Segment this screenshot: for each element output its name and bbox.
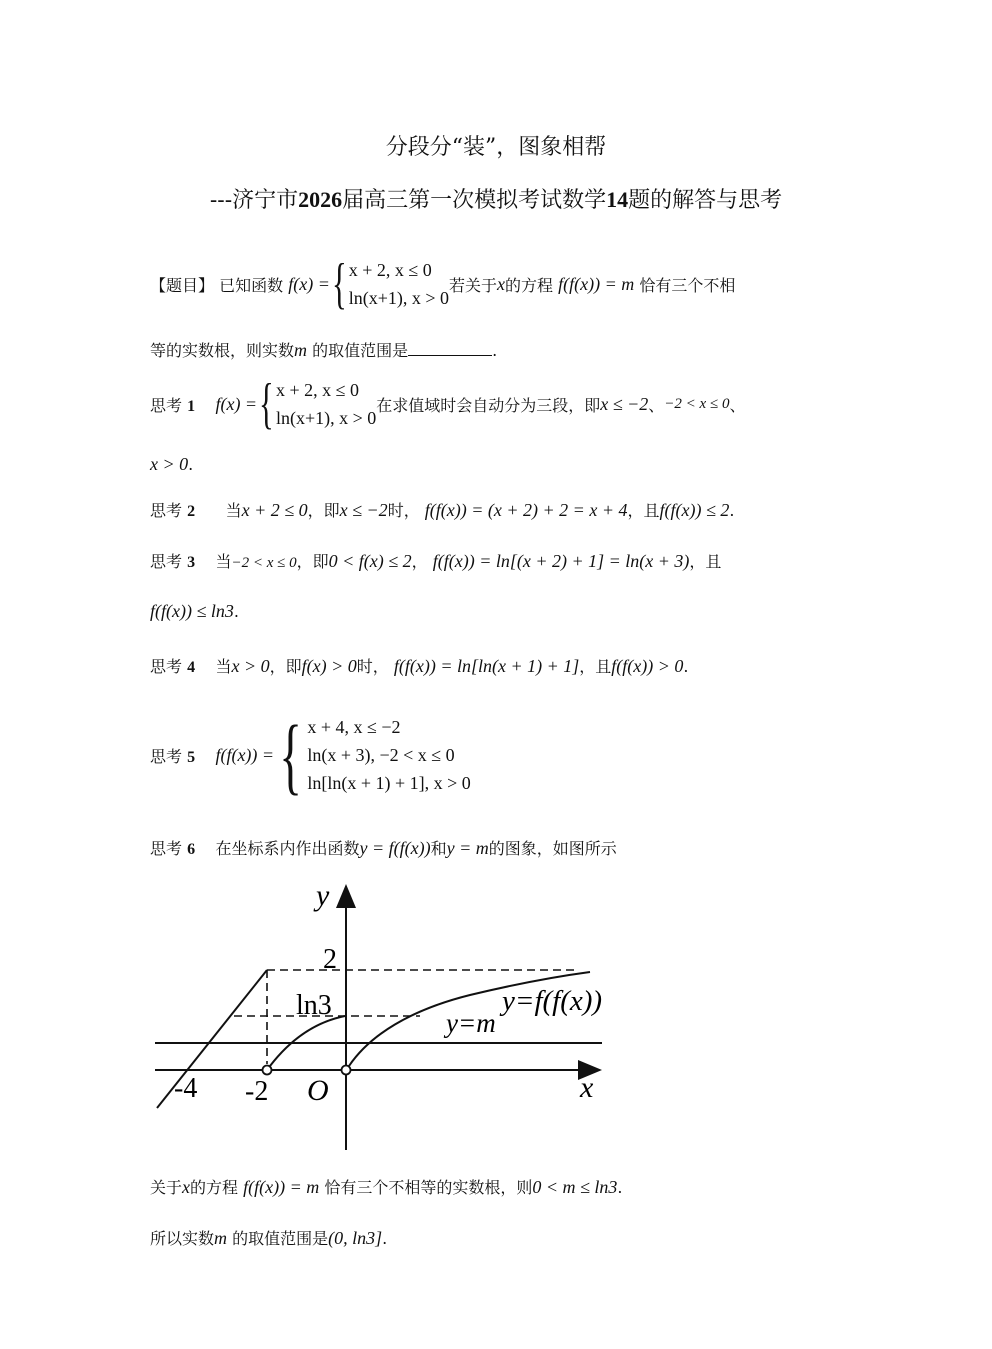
problem-intro: 已知函数 xyxy=(219,275,284,295)
fx-expression: f(x) = xyxy=(288,273,330,294)
condition: −2 < x ≤ 0 xyxy=(231,555,297,571)
period: . xyxy=(617,1178,623,1197)
problem-text: 的方程 xyxy=(505,275,554,295)
subtitle-number: 14 xyxy=(606,187,629,212)
thought-text: 当 xyxy=(215,552,232,571)
period: . xyxy=(492,341,498,360)
period: . xyxy=(188,455,194,474)
case-1: x + 2, x ≤ 0 xyxy=(275,380,359,400)
open-point-neg2 xyxy=(263,1066,272,1075)
range: f(f(x)) ≤ 2 xyxy=(659,500,730,520)
subtitle-year: 2026 xyxy=(298,187,343,212)
left-brace: { xyxy=(279,707,303,803)
segment-ln-x-plus-3 xyxy=(270,1016,345,1066)
subtitle-end: 题的解答与思考 xyxy=(628,188,783,213)
segment-2: −2 < x ≤ 0 xyxy=(664,395,730,412)
thought-label: 思考 6 xyxy=(150,839,196,858)
fx-expression: f(x) = xyxy=(215,393,258,414)
origin-label: O xyxy=(307,1074,329,1107)
thought-text: 当 xyxy=(225,501,242,520)
tick-label-ln3: ln3 xyxy=(296,990,332,1021)
thought-label: 思考 4 xyxy=(150,657,196,676)
segment-1: x ≤ −2 xyxy=(600,393,649,414)
case-1: x + 2, x ≤ 0 xyxy=(348,260,432,280)
var-m: m xyxy=(294,340,308,360)
subtitle-mid: 届高三第一次模拟考试数学 xyxy=(342,188,607,213)
case-2: ln(x+1), x > 0 xyxy=(275,408,377,428)
conclusion-line-2 xyxy=(150,1226,387,1249)
case-1: x + 4, x ≤ −2 xyxy=(307,717,401,737)
thought-text: 当 xyxy=(215,657,232,676)
thought-text: 和 xyxy=(430,839,447,858)
thought-text: 的图象，如图所示 xyxy=(488,839,617,858)
equation: f(f(x)) = m xyxy=(243,1177,320,1197)
period: . xyxy=(382,1229,388,1248)
thought-text: 在坐标系内作出函数 xyxy=(215,839,360,858)
thought-label: 思考 5 xyxy=(150,746,196,766)
expression: y = f(f(x)) xyxy=(359,838,431,858)
period: . xyxy=(683,657,689,676)
problem-text: 等的实数根，则实数 xyxy=(150,341,295,360)
problem-text: 恰有三个不相 xyxy=(639,275,736,295)
tick-label-2: 2 xyxy=(323,944,337,975)
x-axis-label: x xyxy=(580,1071,594,1104)
case-2: ln(x+1), x > 0 xyxy=(348,288,450,308)
conclusion-text: 所以实数 xyxy=(150,1229,215,1248)
condition: f(x) > 0 xyxy=(301,656,357,676)
tick-label-neg4: -4 xyxy=(174,1073,198,1104)
period: . xyxy=(729,501,735,520)
range: 0 < m ≤ ln3 xyxy=(532,1177,618,1197)
case-3: ln[ln(x + 1) + 1], x > 0 xyxy=(307,773,471,793)
range: f(f(x)) > 0 xyxy=(611,656,684,676)
expression: y = m xyxy=(446,838,489,858)
conclusion-text: 恰有三个不相等的实数根，则 xyxy=(324,1178,533,1197)
range: f(f(x)) ≤ ln3 xyxy=(150,601,234,621)
thought-text: ， xyxy=(411,552,428,571)
subtitle-dash: ---济宁市 xyxy=(209,188,299,213)
condition: 0 < f(x) ≤ 2 xyxy=(328,551,412,571)
document-title: 分段分“装”，图象相帮 xyxy=(385,135,607,160)
conclusion-text: 的取值范围是 xyxy=(232,1229,329,1248)
thought-label: 思考 1 xyxy=(150,395,196,415)
expression: f(f(x)) = ln[ln(x + 1) + 1] xyxy=(393,656,580,676)
tick-label-neg2: -2 xyxy=(245,1076,269,1107)
condition: x > 0 xyxy=(231,656,270,676)
equation: f(f(x)) = m xyxy=(558,273,635,294)
curve-label: y=f(f(x)) xyxy=(502,985,603,1017)
thought-text: ，即 xyxy=(296,552,329,571)
thought-text: 在求值域时会自动分为三段，即 xyxy=(376,395,601,415)
separator: 、 xyxy=(648,395,665,415)
case-2: ln(x + 3), −2 < x ≤ 0 xyxy=(307,745,455,765)
conclusion-text: 关于 xyxy=(150,1178,183,1197)
var-m: m xyxy=(214,1228,228,1248)
period: . xyxy=(233,602,239,621)
segment-3: x > 0 xyxy=(150,454,189,474)
thought-text: ，且 xyxy=(627,501,660,520)
conclusion-line-1 xyxy=(150,1175,622,1198)
problem-text: 若关于 xyxy=(449,275,498,295)
var-x: x xyxy=(497,273,506,294)
ffx-expression: f(f(x)) = xyxy=(215,744,275,765)
condition: x + 2 ≤ 0 xyxy=(241,500,308,520)
line-label: y=m xyxy=(446,1008,496,1038)
conclusion-text: 的方程 xyxy=(190,1178,239,1197)
y-axis-label: y xyxy=(316,879,330,912)
left-brace: { xyxy=(259,373,274,435)
thought-text: ，且 xyxy=(689,552,722,571)
thought-text: 时， xyxy=(356,657,389,676)
expression: f(f(x)) = (x + 2) + 2 = x + 4 xyxy=(424,500,628,520)
thought-text: ，即 xyxy=(307,501,340,520)
separator: 、 xyxy=(729,395,746,415)
open-point-origin xyxy=(342,1066,351,1075)
problem-label: 【题目】 xyxy=(150,275,215,295)
thought-text: 时， xyxy=(387,501,420,520)
condition: x ≤ −2 xyxy=(339,500,388,520)
expression: f(f(x)) = ln[(x + 2) + 1] = ln(x + 3) xyxy=(432,551,690,571)
thought-label: 思考 2 xyxy=(150,501,196,520)
thought-label: 思考 3 xyxy=(150,552,196,571)
left-brace: { xyxy=(331,253,347,315)
problem-text: 的取值范围是 xyxy=(312,341,409,360)
final-answer: (0, ln3] xyxy=(328,1228,383,1248)
thought-text: ，且 xyxy=(579,657,612,676)
thought-text: ，即 xyxy=(269,657,302,676)
var-x: x xyxy=(182,1177,191,1197)
